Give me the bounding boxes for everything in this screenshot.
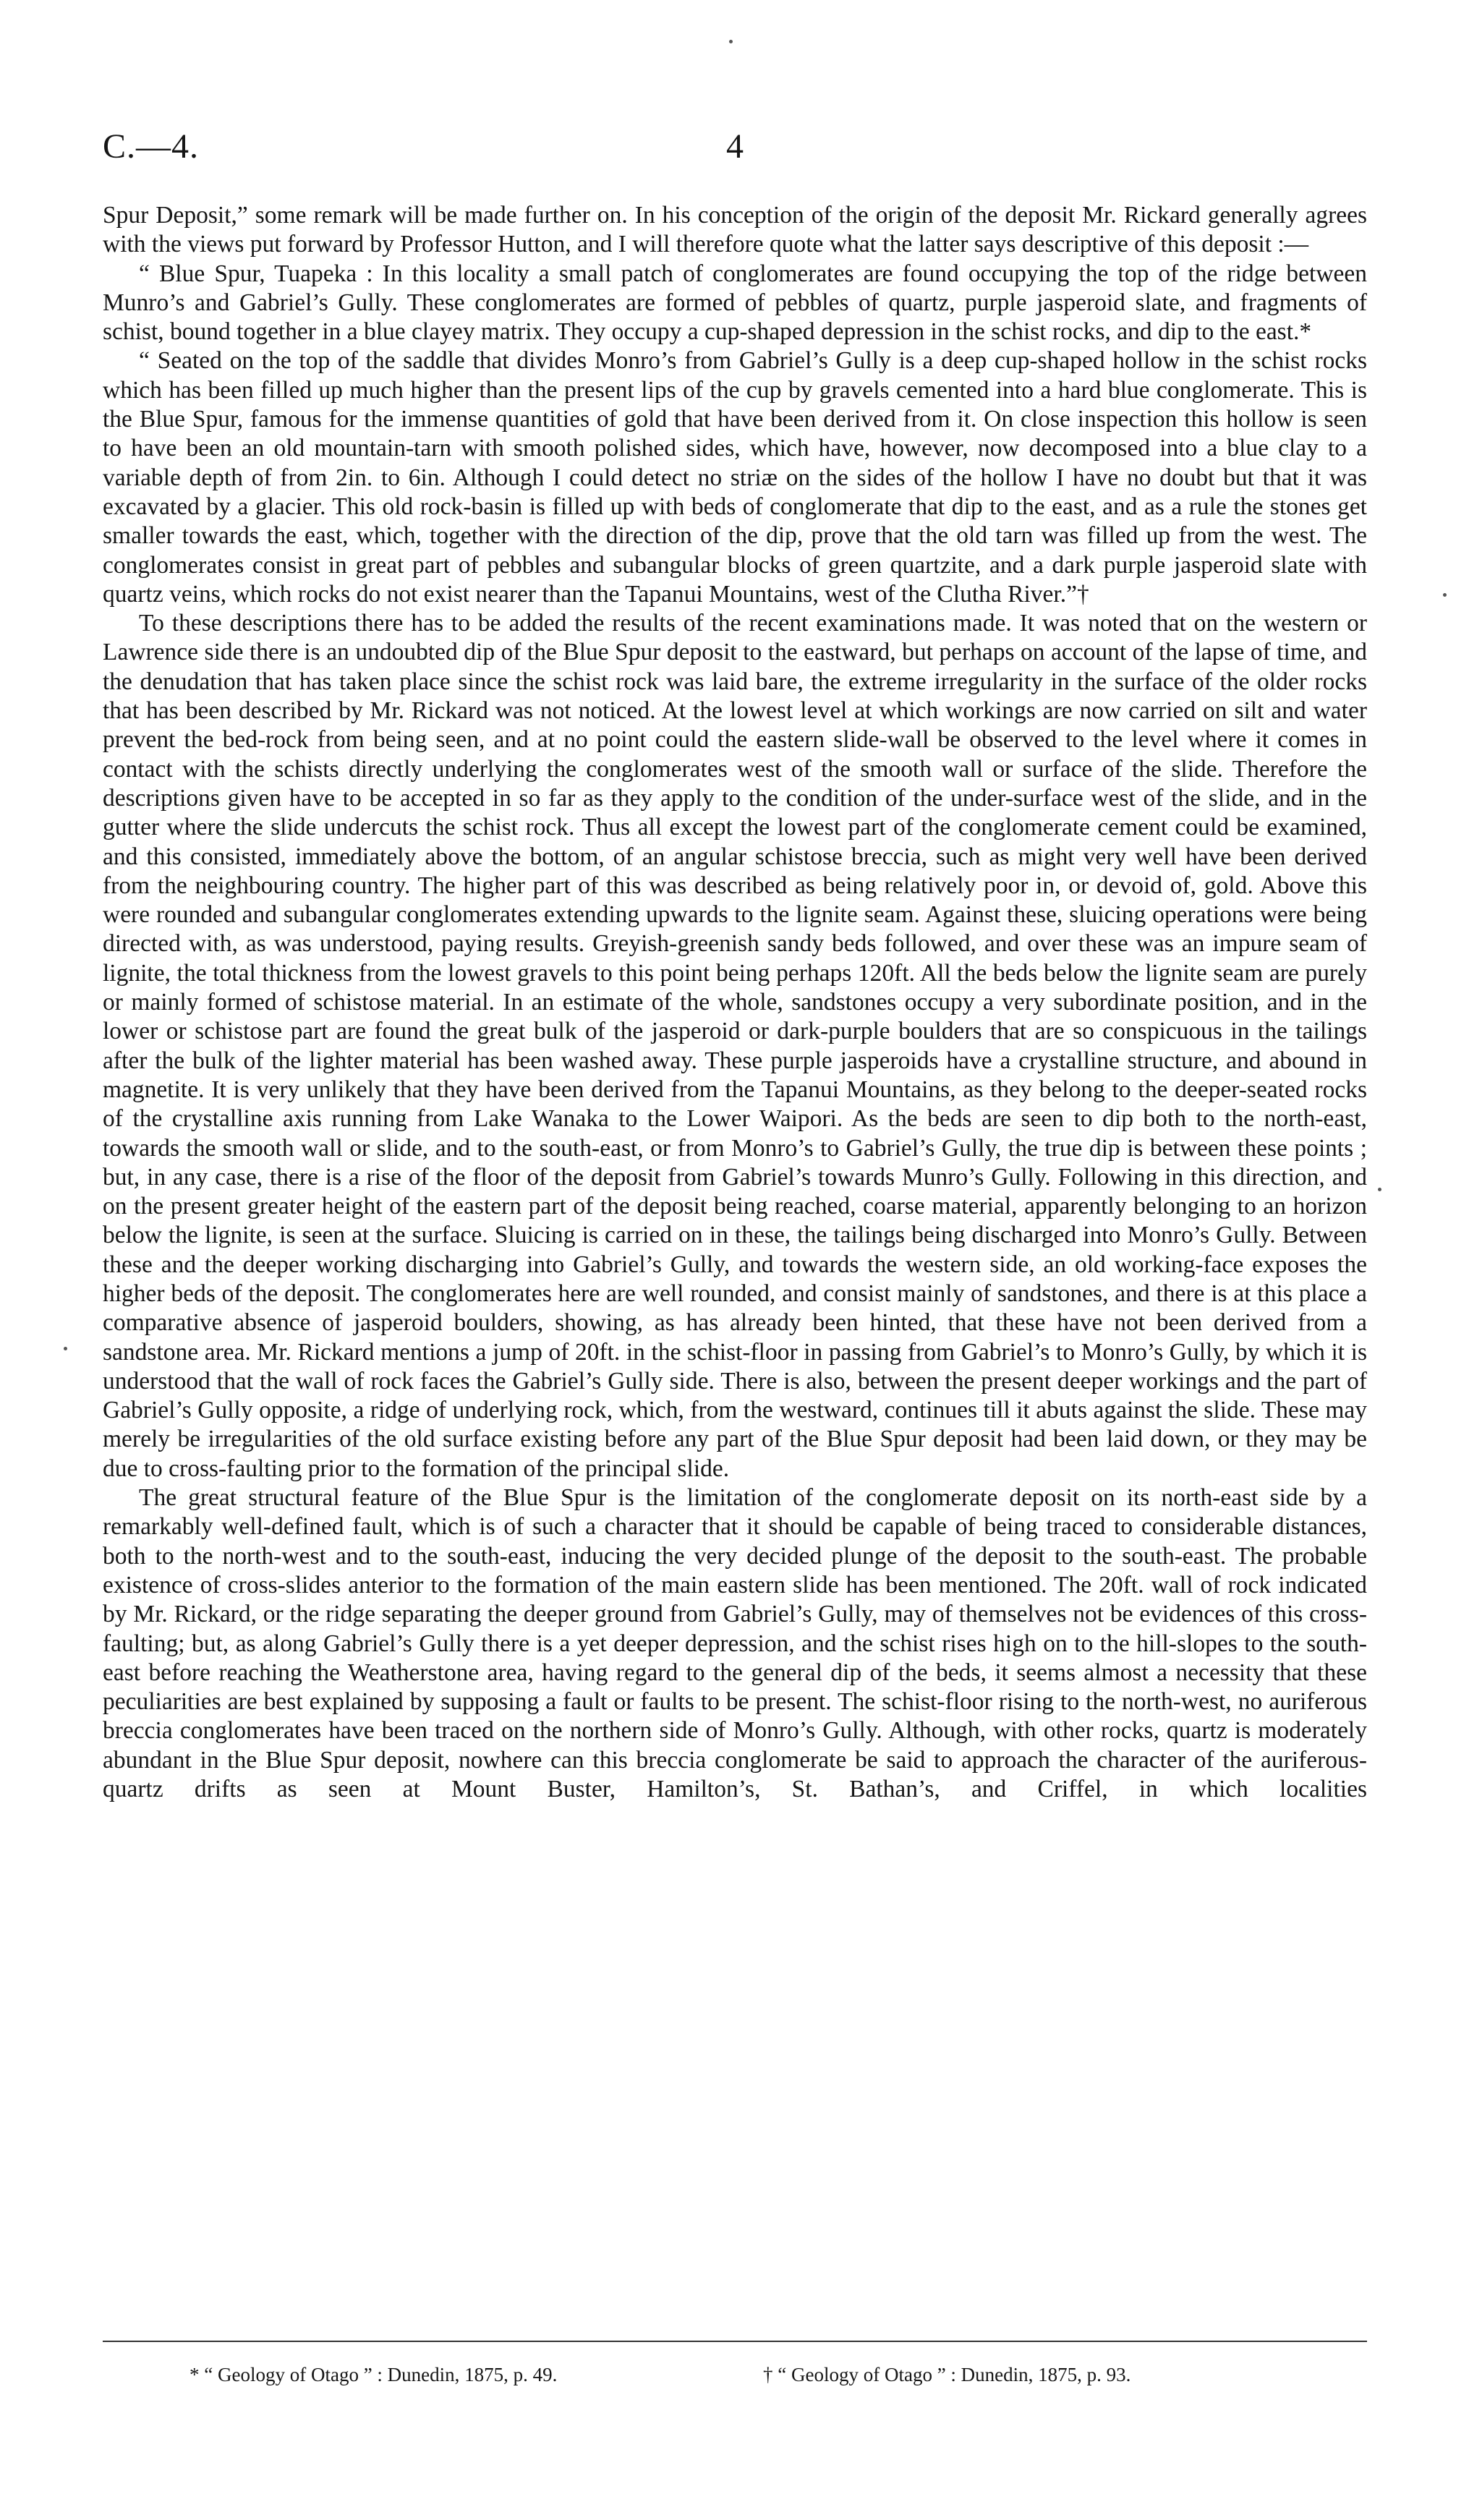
document-code: C.—4. xyxy=(103,127,200,166)
scan-speck xyxy=(1443,593,1447,597)
footnote-1: * “ Geology of Otago ” : Dunedin, 1875, p. 49. xyxy=(190,2364,558,2385)
scan-speck xyxy=(729,40,733,43)
page-header xyxy=(103,127,1367,170)
page-number: 4 xyxy=(726,127,744,166)
scan-speck xyxy=(64,1347,67,1350)
paragraph-structural-feature: The great structural feature of the Blue Spur is the limitation of the conglomerate deposit on its north-east side by a remarkably well-defined fault, which is of such a character that it should be capable of being traced to considerable distances, both to the north-west and to the south-east, inducing the very decided plunge of the deposit to the south-east. The probable existence of cross-slides anterior to the formation of the main eastern slide has been mentioned. The 20ft. wall of rock indicated by Mr. Rickard, or the ridge separating the deeper ground from Gabriel’s Gully, may of themselves not be evidences of this cross-faulting; but, as along Gabriel’s Gully there is a yet deeper depression, and the schist rises high on to the hill-slopes to the south-east before reaching the Weatherstone area, having regard to the general dip of the beds, it seems almost a necessity that these peculiarities are best explained by supposing a fault or faults to be present. The schist-floor rising to the north-west, no auriferous breccia conglomerates have been traced on the northern side of Monro’s Gully. Although, with other rocks, quartz is moderately abundant in the Blue Spur deposit, nowhere can this breccia conglomerate be said to approach the character of the auriferous-quartz drifts as seen at Mount Buster, Hamilton’s, St. Bathan’s, and Criffel, in which localities xyxy=(103,1484,1367,1803)
scan-speck xyxy=(1378,1188,1381,1191)
footnote-rule xyxy=(103,2341,1367,2342)
quote-hutton-1: “ Blue Spur, Tuapeka : In this locality a small patch of conglomerates are found occupying the top of the ridge between Munro’s and Gabriel’s Gully. These conglomerates are formed of pebbles of quartz, purple jasperoid slate, and fragments of schist, bound together in a blue clayey matrix. They occupy a cup-shaped depression in the schist rocks, and dip to the east.* xyxy=(103,260,1367,346)
body-text xyxy=(103,201,1367,1804)
paragraph-examinations: To these descriptions there has to be added the results of the recent examinations made. It was noted that on the western or Lawrence side there is an undoubted dip of the Blue Spur deposit to the eastward, but perhaps on account of the lapse of time, and the denudation that has taken place since the schist rock was laid bare, the extreme irregularity in the surface of the older rocks that has been described by Mr. Rickard was not noticed. At the lowest level at which workings are now carried on silt and water prevent the bed-rock from being seen, and at no point could the eastern slide-wall be observed to the level where it comes in contact with the schists directly underlying the conglomerates west of the smooth wall or surface of the slide. Therefore the descriptions given have to be accepted in so far as they apply to the condition of the under-surface west of the slide, and in the gutter where the slide undercuts the schist rock. Thus all except the lowest part of the conglomerate cement could be examined, and this consisted, immediately above the bottom, of an angular schistose breccia, such as might very well have been derived from the neighbouring country. The higher part of this was described as being relatively poor in, or devoid of, gold. Above this were rounded and subangular conglomerates extending upwards to the lignite seam. Against these, sluicing operations were being directed with, as was understood, paying results. Greyish-greenish sandy beds followed, and over these was an impure seam of lignite, the total thickness from the lowest gravels to this point being perhaps 120ft. All the beds below the lignite seam are purely or mainly formed of schistose material. In an estimate of the whole, sandstones occupy a very subordinate position, and in the lower or schistose part are found the great bulk of the jasperoid or dark-purple boulders that are so conspicuous in the tailings after the bulk of the lighter material has been washed away. These purple jasperoids have a crystalline structure, and abound in magnetite. It is very unlikely that they have been derived from the Tapanui Mountains, as they belong to the deeper-seated rocks of the crystalline axis running from Lake Wanaka to the Lower Waipori. As the beds are seen to dip both to the north-east, towards the smooth wall or slide, and to the south-east, or from Monro’s to Gabriel’s Gully, the true dip is between these points ; but, in any case, there is a rise of the floor of the deposit from Gabriel’s towards Munro’s Gully. Following in this direction, and on the present greater height of the eastern part of the deposit being reached, coarse material, apparently belonging to an horizon below the lignite, is seen at the surface. Sluicing is carried on in these, the tailings being discharged into Monro’s Gully. Between these and the deeper working discharging into Gabriel’s Gully, and towards the western side, an old working-face exposes the higher beds of the deposit. The conglomerates here are well rounded, and consist mainly of sandstones, and there is at this place a comparative absence of jasperoid boulders, showing, as has already been hinted, that these have not been derived from a sandstone area. Mr. Rickard mentions a jump of 20ft. in the schist-floor in passing from Gabriel’s to Monro’s Gully, by which it is understood that the wall of rock faces the Gabriel’s Gully side. There is also, between the present deeper workings and the part of Gabriel’s Gully opposite, a ridge of underlying rock, which, from the westward, continues till it abuts against the slide. These may merely be irregularities of the old surface existing before any part of the Blue Spur deposit had been laid down, or they may be due to cross-faulting prior to the formation of the principal slide. xyxy=(103,610,1367,1482)
footnote-2: † “ Geology of Otago ” : Dunedin, 1875, p. 93. xyxy=(763,2364,1131,2385)
quote-hutton-2: “ Seated on the top of the saddle that divides Monro’s from Gabriel’s Gully is a deep cup-shaped hollow in the schist rocks which has been filled up much higher than the present lips of the cup by gravels cemented into a hard blue conglomerate. This is the Blue Spur, famous for the immense quantities of gold that have been derived from it. On close inspection this hollow is seen to have been an old mountain-tarn with smooth polished sides, which have, however, now decomposed into a blue clay to a variable depth of from 2in. to 6in. Although I could detect no striæ on the sides of the hollow I have no doubt but that it was excavated by a glacier. This old rock-basin is filled up with beds of conglomerate that dip to the east, and as a rule the stones get smaller towards the east, which, together with the direction of the dip, prove that the old tarn was filled up from the west. The conglomerates consist in great part of pebbles and subangular blocks of green quartzite, and a dark purple jasperoid slate with quartz veins, which rocks do not exist nearer than the Tapanui Mountains, west of the Clutha River.”† xyxy=(103,347,1367,608)
paragraph-continuation: Spur Deposit,” some remark will be made further on. In his conception of the origin of the deposit Mr. Rickard generally agrees with the views put forward by Professor Hutton, and I will therefore quote what the latter says descriptive of this deposit :— xyxy=(103,202,1367,258)
